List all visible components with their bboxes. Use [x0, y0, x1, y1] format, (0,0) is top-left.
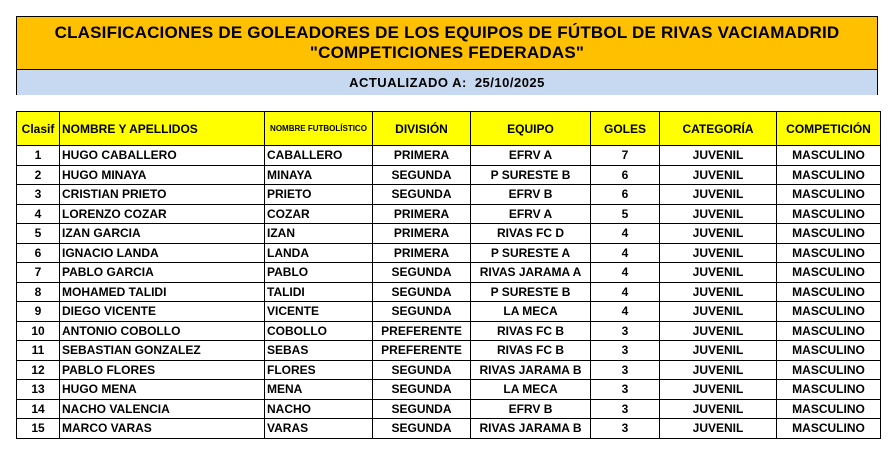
cell-division: PRIMERA	[373, 146, 471, 166]
cell-category: JUVENIL	[660, 321, 777, 341]
table-row	[17, 360, 881, 380]
cell-rank: 14	[17, 399, 60, 419]
updated-label: ACTUALIZADO A:	[349, 75, 467, 90]
cell-division: PRIMERA	[373, 224, 471, 244]
col-header-nick: NOMBRE FUTBOLÍSTICO	[265, 112, 373, 146]
cell-rank: 2	[17, 165, 60, 185]
page-title: CLASIFICACIONES DE GOLEADORES DE LOS EQUIPOS DE FÚTBOL DE RIVAS VACIAMADRID	[54, 23, 840, 42]
cell-rank: 11	[17, 341, 60, 361]
cell-rank: 9	[17, 302, 60, 322]
cell-team: EFRV A	[471, 146, 591, 166]
cell-team: RIVAS FC B	[471, 321, 591, 341]
cell-name: PABLO FLORES	[60, 360, 265, 380]
cell-division: SEGUNDA	[373, 165, 471, 185]
cell-team: RIVAS JARAMA A	[471, 263, 591, 283]
cell-division: SEGUNDA	[373, 302, 471, 322]
cell-nick: IZAN	[265, 224, 373, 244]
cell-goals: 4	[591, 302, 660, 322]
col-header-name: NOMBRE Y APELLIDOS	[60, 112, 265, 146]
col-header-team: EQUIPO	[471, 112, 591, 146]
cell-nick: COBOLLO	[265, 321, 373, 341]
table-header-row	[17, 112, 881, 146]
cell-competition: MASCULINO	[777, 341, 881, 361]
table-row	[17, 380, 881, 400]
cell-goals: 3	[591, 321, 660, 341]
cell-category: JUVENIL	[660, 419, 777, 439]
cell-name: SEBASTIAN GONZALEZ	[60, 341, 265, 361]
table-row	[17, 243, 881, 263]
cell-team: EFRV B	[471, 399, 591, 419]
table-row	[17, 185, 881, 205]
page-header	[16, 16, 878, 95]
cell-division: PREFERENTE	[373, 341, 471, 361]
cell-category: JUVENIL	[660, 282, 777, 302]
cell-competition: MASCULINO	[777, 302, 881, 322]
cell-category: JUVENIL	[660, 204, 777, 224]
cell-team: RIVAS FC B	[471, 341, 591, 361]
cell-goals: 7	[591, 146, 660, 166]
cell-category: JUVENIL	[660, 165, 777, 185]
cell-competition: MASCULINO	[777, 185, 881, 205]
cell-goals: 4	[591, 243, 660, 263]
table-row	[17, 341, 881, 361]
table-row	[17, 321, 881, 341]
cell-name: LORENZO COZAR	[60, 204, 265, 224]
cell-team: P SURESTE B	[471, 165, 591, 185]
cell-name: ANTONIO COBOLLO	[60, 321, 265, 341]
cell-category: JUVENIL	[660, 341, 777, 361]
cell-goals: 3	[591, 341, 660, 361]
cell-goals: 5	[591, 204, 660, 224]
cell-team: RIVAS JARAMA B	[471, 419, 591, 439]
cell-division: SEGUNDA	[373, 399, 471, 419]
cell-nick: TALIDI	[265, 282, 373, 302]
table-row	[17, 224, 881, 244]
cell-team: P SURESTE A	[471, 243, 591, 263]
cell-competition: MASCULINO	[777, 399, 881, 419]
table-row	[17, 419, 881, 439]
cell-competition: MASCULINO	[777, 224, 881, 244]
table-row	[17, 399, 881, 419]
cell-team: RIVAS FC D	[471, 224, 591, 244]
cell-competition: MASCULINO	[777, 165, 881, 185]
cell-goals: 4	[591, 282, 660, 302]
cell-nick: PABLO	[265, 263, 373, 283]
cell-name: IGNACIO LANDA	[60, 243, 265, 263]
cell-category: JUVENIL	[660, 380, 777, 400]
cell-category: JUVENIL	[660, 263, 777, 283]
cell-name: HUGO CABALLERO	[60, 146, 265, 166]
cell-nick: NACHO	[265, 399, 373, 419]
cell-team: LA MECA	[471, 380, 591, 400]
cell-goals: 6	[591, 185, 660, 205]
cell-name: IZAN GARCIA	[60, 224, 265, 244]
cell-goals: 3	[591, 380, 660, 400]
cell-name: HUGO MINAYA	[60, 165, 265, 185]
col-header-division: DIVISIÓN	[373, 112, 471, 146]
col-header-goals: GOLES	[591, 112, 660, 146]
cell-rank: 1	[17, 146, 60, 166]
cell-name: PABLO GARCIA	[60, 263, 265, 283]
title-band	[17, 17, 877, 70]
col-header-competition: COMPETICIÓN	[777, 112, 881, 146]
cell-name: DIEGO VICENTE	[60, 302, 265, 322]
cell-nick: VICENTE	[265, 302, 373, 322]
cell-category: JUVENIL	[660, 243, 777, 263]
cell-team: EFRV B	[471, 185, 591, 205]
cell-division: SEGUNDA	[373, 419, 471, 439]
cell-category: JUVENIL	[660, 185, 777, 205]
table-row	[17, 165, 881, 185]
cell-category: JUVENIL	[660, 399, 777, 419]
cell-name: HUGO MENA	[60, 380, 265, 400]
cell-division: SEGUNDA	[373, 380, 471, 400]
cell-rank: 4	[17, 204, 60, 224]
table-row	[17, 302, 881, 322]
cell-nick: SEBAS	[265, 341, 373, 361]
table-row	[17, 282, 881, 302]
cell-rank: 5	[17, 224, 60, 244]
cell-category: JUVENIL	[660, 302, 777, 322]
page-subtitle: "COMPETICIONES FEDERADAS"	[309, 43, 585, 62]
cell-division: PRIMERA	[373, 243, 471, 263]
table-row	[17, 263, 881, 283]
cell-rank: 15	[17, 419, 60, 439]
cell-rank: 7	[17, 263, 60, 283]
cell-nick: PRIETO	[265, 185, 373, 205]
cell-division: SEGUNDA	[373, 360, 471, 380]
cell-rank: 8	[17, 282, 60, 302]
cell-name: NACHO VALENCIA	[60, 399, 265, 419]
table-row	[17, 204, 881, 224]
cell-rank: 12	[17, 360, 60, 380]
table-row	[17, 146, 881, 166]
cell-name: CRISTIAN PRIETO	[60, 185, 265, 205]
cell-competition: MASCULINO	[777, 204, 881, 224]
cell-competition: MASCULINO	[777, 263, 881, 283]
col-header-category: CATEGORÍA	[660, 112, 777, 146]
cell-competition: MASCULINO	[777, 282, 881, 302]
cell-competition: MASCULINO	[777, 419, 881, 439]
cell-rank: 10	[17, 321, 60, 341]
cell-rank: 6	[17, 243, 60, 263]
cell-division: PRIMERA	[373, 204, 471, 224]
cell-division: SEGUNDA	[373, 185, 471, 205]
cell-name: MARCO VARAS	[60, 419, 265, 439]
cell-rank: 3	[17, 185, 60, 205]
cell-rank: 13	[17, 380, 60, 400]
cell-nick: VARAS	[265, 419, 373, 439]
cell-competition: MASCULINO	[777, 146, 881, 166]
cell-goals: 3	[591, 419, 660, 439]
cell-nick: COZAR	[265, 204, 373, 224]
cell-team: EFRV A	[471, 204, 591, 224]
updated-date: 25/10/2025	[474, 75, 545, 90]
cell-team: RIVAS JARAMA B	[471, 360, 591, 380]
cell-nick: MENA	[265, 380, 373, 400]
scorers-table	[16, 111, 881, 439]
cell-category: JUVENIL	[660, 360, 777, 380]
cell-goals: 3	[591, 360, 660, 380]
cell-team: LA MECA	[471, 302, 591, 322]
cell-nick: MINAYA	[265, 165, 373, 185]
cell-competition: MASCULINO	[777, 360, 881, 380]
cell-nick: FLORES	[265, 360, 373, 380]
cell-name: MOHAMED TALIDI	[60, 282, 265, 302]
cell-category: JUVENIL	[660, 146, 777, 166]
cell-nick: LANDA	[265, 243, 373, 263]
cell-goals: 6	[591, 165, 660, 185]
col-header-rank: Clasif	[17, 112, 60, 146]
cell-category: JUVENIL	[660, 224, 777, 244]
cell-division: PREFERENTE	[373, 321, 471, 341]
cell-division: SEGUNDA	[373, 263, 471, 283]
cell-division: SEGUNDA	[373, 282, 471, 302]
cell-competition: MASCULINO	[777, 321, 881, 341]
cell-goals: 4	[591, 263, 660, 283]
cell-competition: MASCULINO	[777, 243, 881, 263]
updated-band	[17, 70, 877, 95]
cell-goals: 3	[591, 399, 660, 419]
cell-nick: CABALLERO	[265, 146, 373, 166]
cell-goals: 4	[591, 224, 660, 244]
cell-competition: MASCULINO	[777, 380, 881, 400]
cell-team: P SURESTE B	[471, 282, 591, 302]
